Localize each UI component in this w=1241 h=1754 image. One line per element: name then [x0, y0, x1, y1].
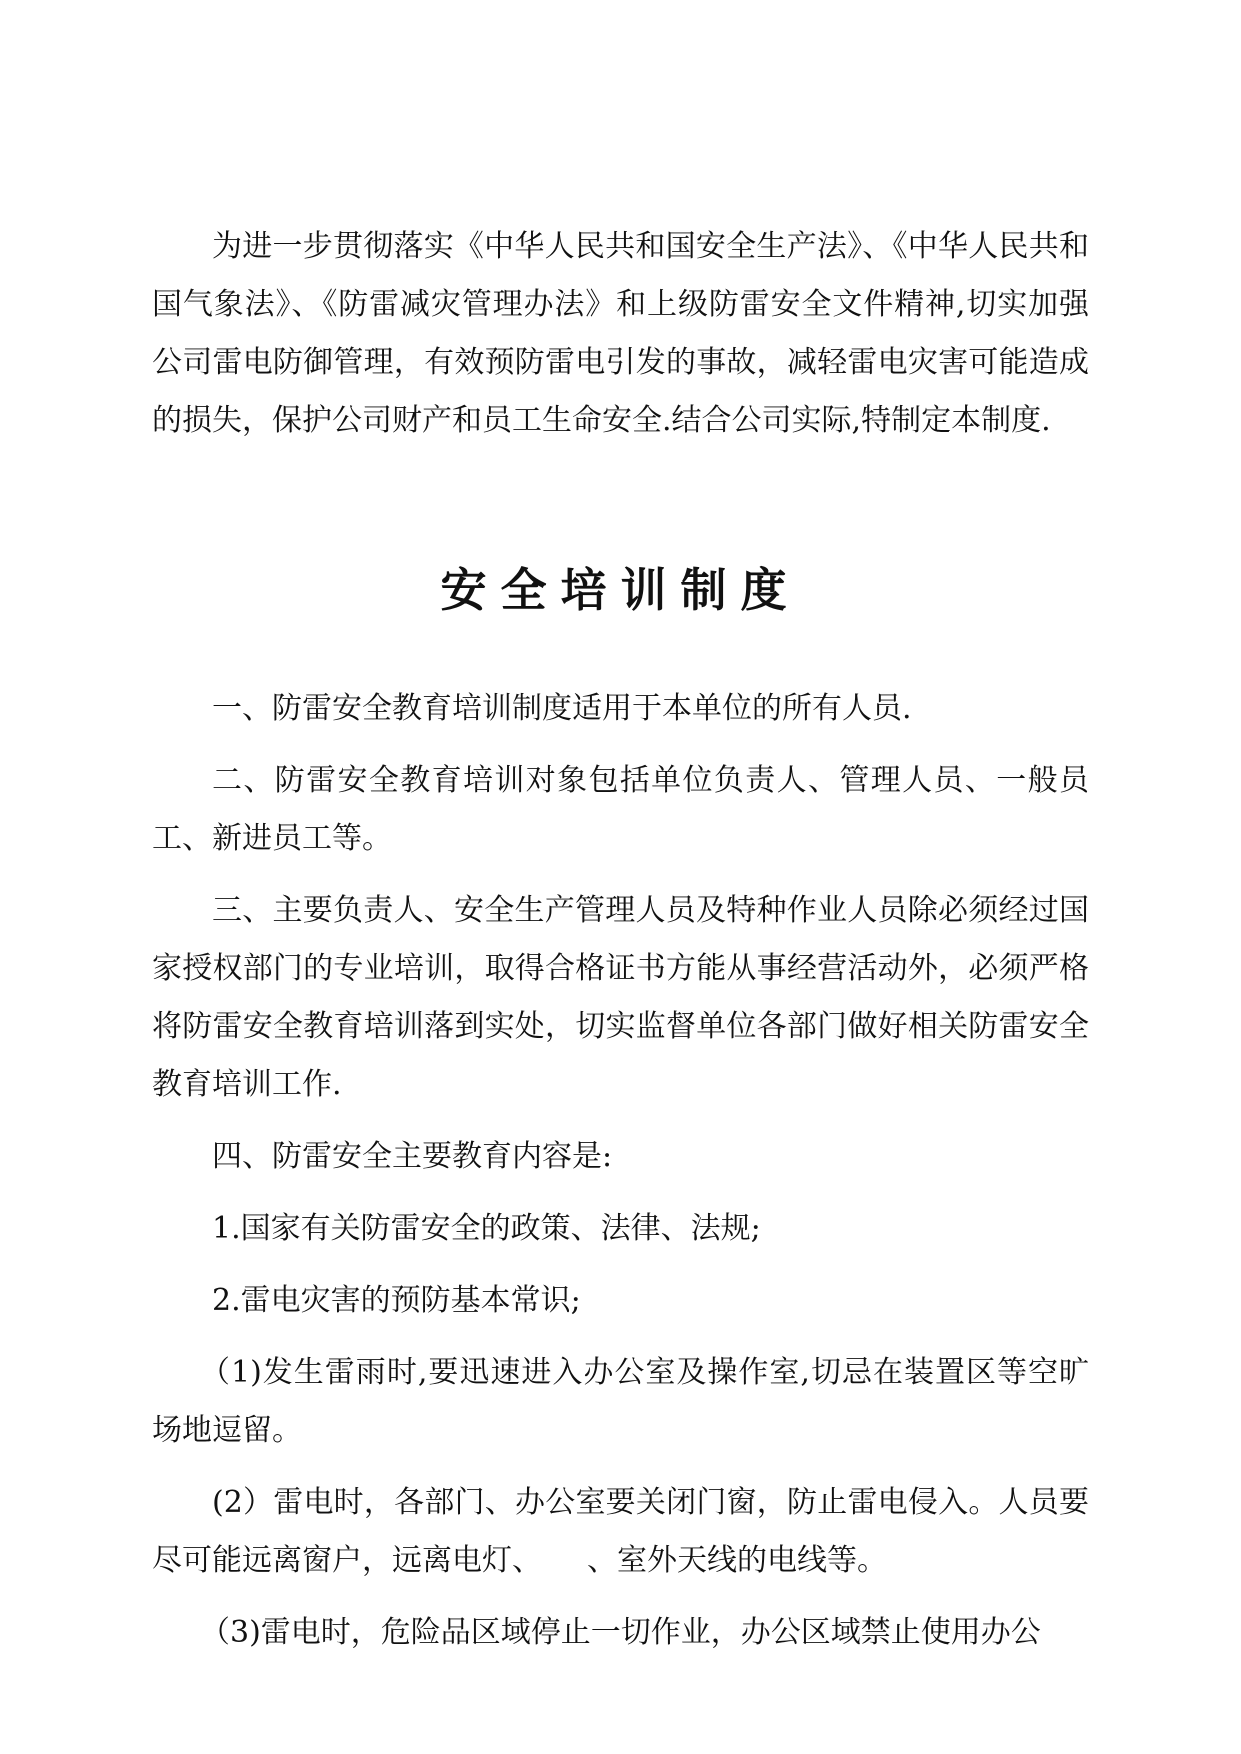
sub-sub-item-1: （1)发生雷雨时,要迅速进入办公室及操作室,切忌在装置区等空旷场地逗留。 — [152, 1355, 1089, 1448]
clause-1: 一、防雷安全教育培训制度适用于本单位的所有人员. — [212, 691, 912, 726]
sub-sub-item-2: (2）雷电时，各部门、办公室要关闭门窗，防止雷电侵入。人员要尽可能远离窗户，远离电灯、 、室外天线的电线等。 — [152, 1485, 1089, 1578]
sub-sub-item-3: （3)雷电时，危险品区域停止一切作业，办公区域禁止使用办公 — [200, 1615, 1041, 1650]
document-body — [152, 680, 1089, 1676]
clause-4: 四、防雷安全主要教育内容是: — [212, 1139, 613, 1174]
sub-item-2: 2.雷电灾害的预防基本常识; — [212, 1283, 581, 1318]
document-title: 安全培训制度 — [440, 563, 801, 617]
intro-paragraph: 为进一步贯彻落实《中华人民共和国安全生产法》、《中华人民共和国气象法》、《防雷减灾管理办法》和上级防雷安全文件精神,切实加强公司雷电防御管理，有效预防雷电引发的事故，减轻雷电灾害可能造成的损失，保护公司财产和员工生命安全.结合公司实际,特制定本制度. — [152, 229, 1089, 438]
sub-item-1: 1.国家有关防雷安全的政策、法律、法规; — [212, 1211, 761, 1246]
clause-2: 二、防雷安全教育培训对象包括单位负责人、管理人员、一般员工、新进员工等。 — [152, 763, 1089, 856]
clause-3: 三、主要负责人、安全生产管理人员及特种作业人员除必须经过国家授权部门的专业培训，取得合格证书方能从事经营活动外，必须严格将防雷安全教育培训落到实处，切实监督单位各部门做好相关防雷安全教育培训工作. — [152, 893, 1089, 1102]
